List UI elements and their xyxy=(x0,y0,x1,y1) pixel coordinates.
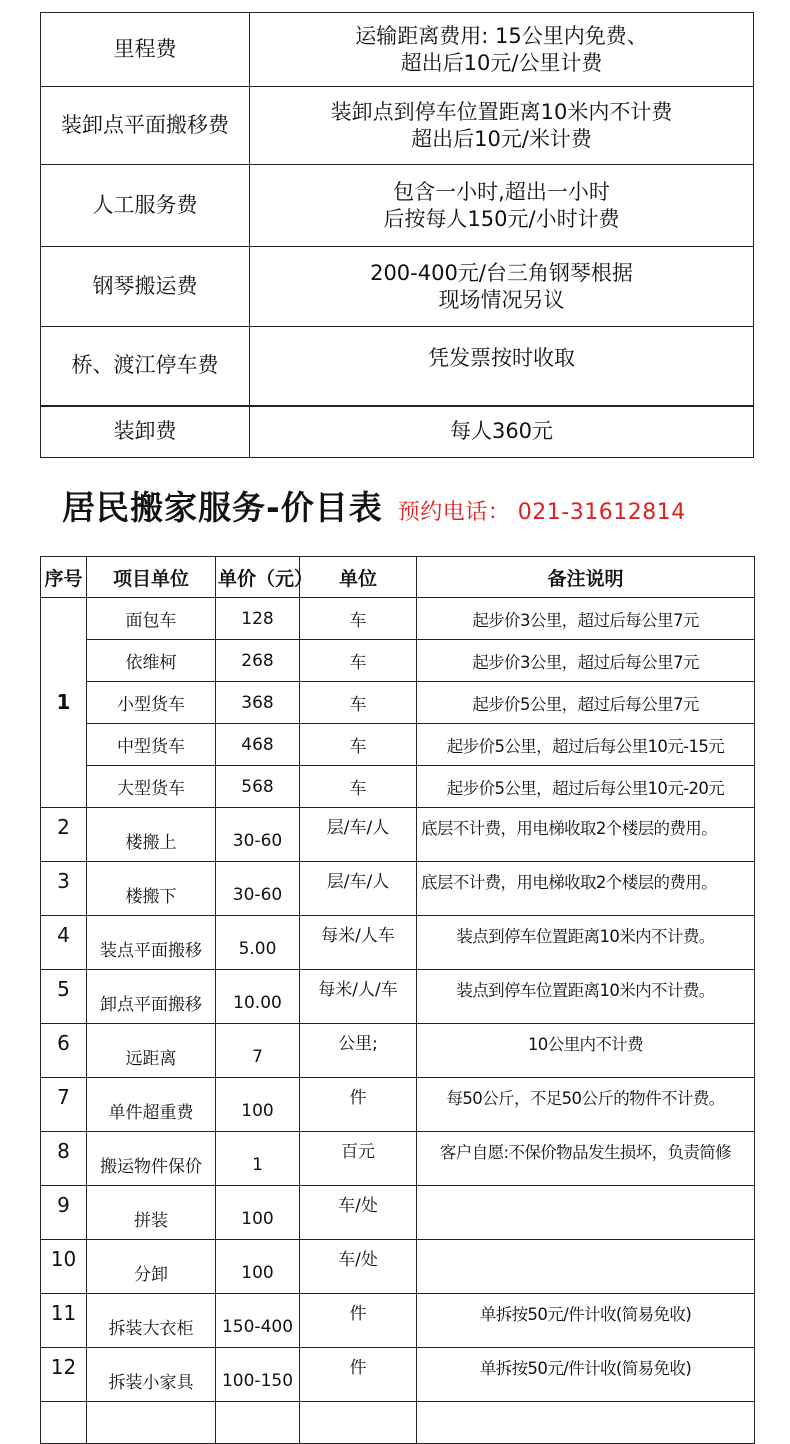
row-item: 卸点平面搬移 xyxy=(87,970,216,1024)
row-item: 楼搬上 xyxy=(87,808,216,862)
row-item: 远距离 xyxy=(87,1024,216,1078)
table-row xyxy=(41,1078,755,1132)
row-price: 100 xyxy=(216,1186,300,1240)
table-row xyxy=(41,766,755,808)
fee-detail: 凭发票按时收取 xyxy=(250,327,754,406)
row-note: 每50公斤，不足50公斤的物件不计费。 xyxy=(417,1078,755,1132)
row-note: 起步价5公里，超过后每公里7元 xyxy=(417,682,755,724)
table-row xyxy=(41,640,755,682)
table-row xyxy=(41,916,755,970)
row-seq: 12 xyxy=(41,1348,87,1402)
fee-row xyxy=(41,406,754,458)
row-unit: 公里; xyxy=(300,1024,417,1078)
row-note: 客户自愿:不保价物品发生损坏，负责简修 xyxy=(417,1132,755,1186)
row-price: 128 xyxy=(216,598,300,640)
header-seq: 序号 xyxy=(41,557,87,598)
row-seq: 3 xyxy=(41,862,87,916)
row-seq: 1 xyxy=(41,598,87,808)
row-price: 150-400 xyxy=(216,1294,300,1348)
row-item: 中型货车 xyxy=(87,724,216,766)
header-note: 备注说明 xyxy=(417,557,755,598)
row-note: 单拆按50元/件计收(简易免收) xyxy=(417,1294,755,1348)
row-seq: 5 xyxy=(41,970,87,1024)
row-unit: 车/处 xyxy=(300,1186,417,1240)
row-price: 5.00 xyxy=(216,916,300,970)
fee-detail: 运输距离费用: 15公里内免费、 超出后10元/公里计费 xyxy=(250,13,754,87)
row-unit: 每米/人/车 xyxy=(300,970,417,1024)
table-row xyxy=(41,682,755,724)
row-note: 装点到停车位置距离10米内不计费。 xyxy=(417,916,755,970)
row-price: 368 xyxy=(216,682,300,724)
row-seq: 7 xyxy=(41,1078,87,1132)
row-unit: 每米/人车 xyxy=(300,916,417,970)
table-row xyxy=(41,1024,755,1078)
row-price: 268 xyxy=(216,640,300,682)
table-row xyxy=(41,862,755,916)
header-item: 项目单位 xyxy=(87,557,216,598)
row-item: 拆装小家具 xyxy=(87,1348,216,1402)
fee-table xyxy=(40,12,754,458)
row-note: 起步价3公里，超过后每公里7元 xyxy=(417,598,755,640)
table-header-row xyxy=(41,557,755,598)
row-unit: 车 xyxy=(300,598,417,640)
row-unit: 层/车/人 xyxy=(300,862,417,916)
row-unit: 百元 xyxy=(300,1132,417,1186)
row-item: 大型货车 xyxy=(87,766,216,808)
table-row xyxy=(41,724,755,766)
fee-row xyxy=(41,87,754,165)
row-note: 单拆按50元/件计收(简易免收) xyxy=(417,1348,755,1402)
row-price: 468 xyxy=(216,724,300,766)
row-price: 7 xyxy=(216,1024,300,1078)
row-item: 拼装 xyxy=(87,1186,216,1240)
fee-name: 桥、渡江停车费 xyxy=(41,327,250,406)
fee-name: 人工服务费 xyxy=(41,165,250,247)
fee-detail: 每人360元 xyxy=(250,406,754,458)
row-seq: 2 xyxy=(41,808,87,862)
table-row xyxy=(41,1186,755,1240)
row-item: 装点平面搬移 xyxy=(87,916,216,970)
table-row xyxy=(41,1132,755,1186)
row-unit: 车 xyxy=(300,724,417,766)
row-note: 10公里内不计费 xyxy=(417,1024,755,1078)
booking-phone: 预约电话： 021-31612814 xyxy=(397,500,686,525)
row-note: 底层不计费，用电梯收取2个楼层的费用。 xyxy=(417,808,755,862)
header-unit: 单位 xyxy=(300,557,417,598)
row-seq: 4 xyxy=(41,916,87,970)
row-note: 起步价3公里，超过后每公里7元 xyxy=(417,640,755,682)
table-row xyxy=(41,1402,755,1444)
table-row xyxy=(41,598,755,640)
table-row xyxy=(41,970,755,1024)
table-row xyxy=(41,1294,755,1348)
row-unit: 层/车/人 xyxy=(300,808,417,862)
fee-name: 钢琴搬运费 xyxy=(41,247,250,327)
row-note xyxy=(417,1186,755,1240)
row-price: 100 xyxy=(216,1240,300,1294)
row-item: 依维柯 xyxy=(87,640,216,682)
row-note xyxy=(417,1240,755,1294)
row-price: 10.00 xyxy=(216,970,300,1024)
row-note: 底层不计费，用电梯收取2个楼层的费用。 xyxy=(417,862,755,916)
row-seq: 8 xyxy=(41,1132,87,1186)
row-price: 568 xyxy=(216,766,300,808)
row-item: 拆装大衣柜 xyxy=(87,1294,216,1348)
row-price: 100 xyxy=(216,1078,300,1132)
row-unit: 件 xyxy=(300,1294,417,1348)
table-row xyxy=(41,1240,755,1294)
page-title: 居民搬家服务-价目表 xyxy=(62,488,383,527)
fee-row xyxy=(41,327,754,406)
row-seq: 10 xyxy=(41,1240,87,1294)
row-unit: 车 xyxy=(300,640,417,682)
row-unit: 件 xyxy=(300,1348,417,1402)
header-price: 单价（元） xyxy=(216,557,300,598)
row-item: 搬运物件保价 xyxy=(87,1132,216,1186)
fee-row xyxy=(41,165,754,247)
row-price: 100-150 xyxy=(216,1348,300,1402)
fee-name: 装卸费 xyxy=(41,406,250,458)
row-item: 小型货车 xyxy=(87,682,216,724)
table-row xyxy=(41,1348,755,1402)
fee-detail: 200-400元/台三角钢琴根据 现场情况另议 xyxy=(250,247,754,327)
row-seq: 11 xyxy=(41,1294,87,1348)
row-price: 1 xyxy=(216,1132,300,1186)
fee-detail: 包含一小时,超出一小时 后按每人150元/小时计费 xyxy=(250,165,754,247)
fee-name: 里程费 xyxy=(41,13,250,87)
row-item: 面包车 xyxy=(87,598,216,640)
fee-row xyxy=(41,247,754,327)
price-table xyxy=(40,556,755,1444)
row-item: 单件超重费 xyxy=(87,1078,216,1132)
row-price: 30-60 xyxy=(216,862,300,916)
table-row xyxy=(41,808,755,862)
row-note: 起步价5公里，超过后每公里10元-20元 xyxy=(417,766,755,808)
row-unit: 车 xyxy=(300,682,417,724)
row-seq: 9 xyxy=(41,1186,87,1240)
row-item: 分卸 xyxy=(87,1240,216,1294)
row-note: 装点到停车位置距离10米内不计费。 xyxy=(417,970,755,1024)
price-list-heading xyxy=(62,482,686,529)
row-note: 起步价5公里，超过后每公里10元-15元 xyxy=(417,724,755,766)
fee-row xyxy=(41,13,754,87)
fee-detail: 装卸点到停车位置距离10米内不计费 超出后10元/米计费 xyxy=(250,87,754,165)
row-item: 楼搬下 xyxy=(87,862,216,916)
row-price: 30-60 xyxy=(216,808,300,862)
fee-name: 装卸点平面搬移费 xyxy=(41,87,250,165)
row-unit: 车 xyxy=(300,766,417,808)
row-seq: 6 xyxy=(41,1024,87,1078)
row-unit: 车/处 xyxy=(300,1240,417,1294)
row-unit: 件 xyxy=(300,1078,417,1132)
